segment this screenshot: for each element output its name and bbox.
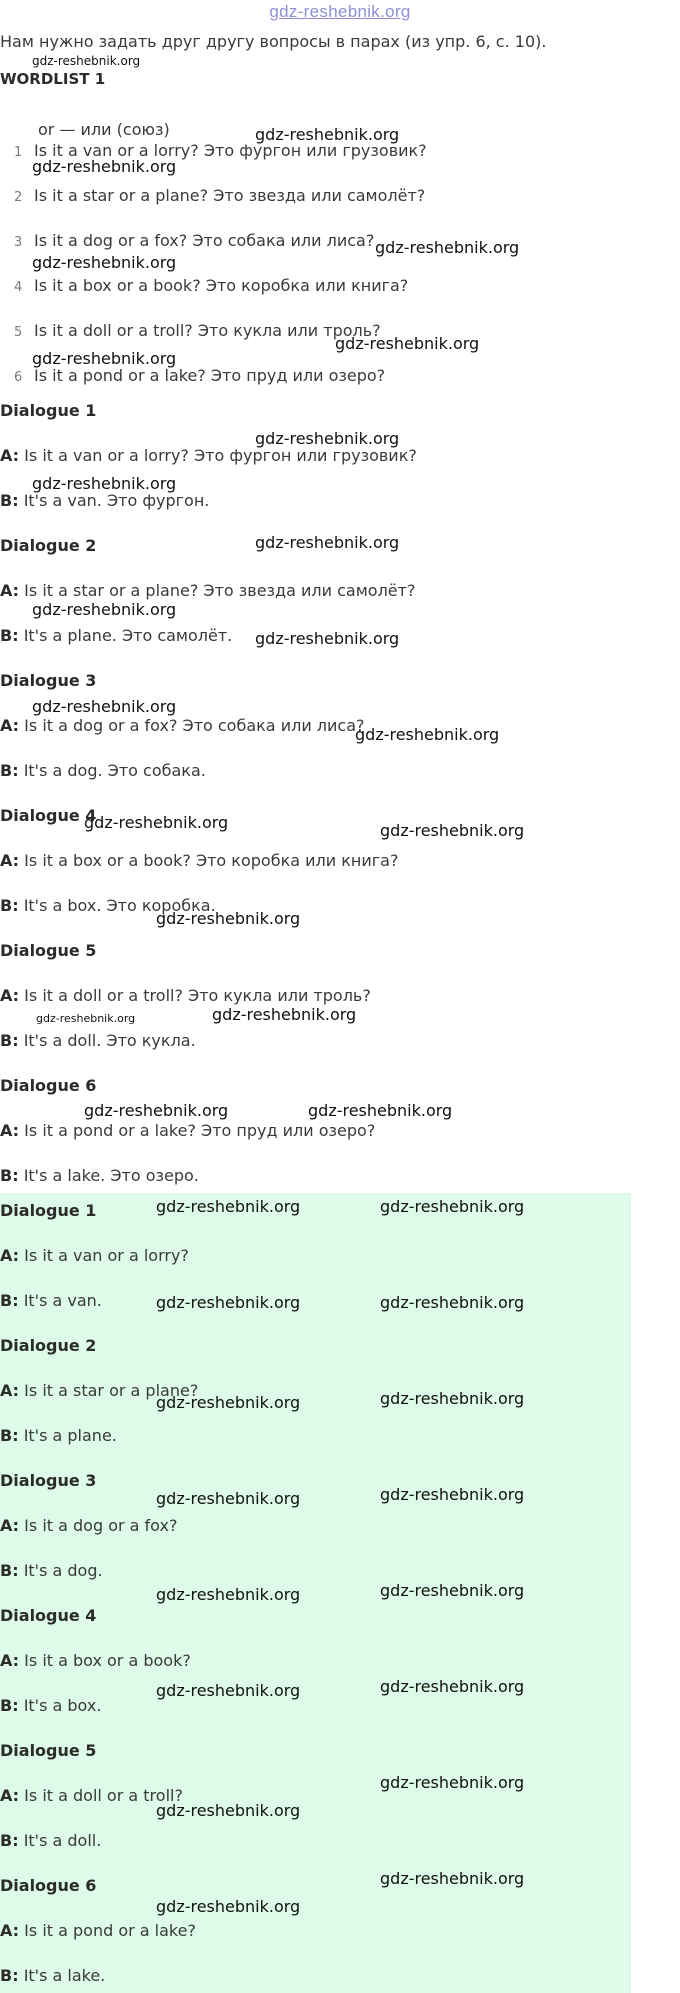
speaker-label: A:: [0, 1651, 20, 1670]
dialogue-line-b: [0, 1426, 117, 1445]
speaker-label: A:: [0, 1381, 20, 1400]
dialogue-text: Is it a pond or a lake? Это пруд или озеро?: [24, 1121, 376, 1140]
dialogue-line-b: [0, 491, 209, 510]
dialogue-text: Is it a van or a lorry? Это фургон или грузовик?: [24, 446, 417, 465]
watermark: gdz-reshebnik.org: [355, 725, 500, 744]
dialogue-text: Is it a dog or a fox? Это собака или лиса?: [24, 716, 365, 735]
dialogue-title: Dialogue 1: [0, 401, 97, 420]
watermark: gdz-reshebnik.org: [380, 821, 525, 840]
dialogue-line-a: [0, 716, 365, 735]
dialogue-text: It's a dog. Это собака.: [23, 761, 206, 780]
dialogue-text: It's a lake.: [23, 1966, 106, 1985]
dialogue-text: It's a doll.: [23, 1831, 102, 1850]
dialogue-title: Dialogue 6: [0, 1876, 97, 1895]
dialogue-text: Is it a dog or a fox?: [24, 1516, 178, 1535]
speaker-label: B:: [0, 896, 19, 915]
dialogue-text: It's a van. Это фургон.: [23, 491, 210, 510]
dialogue-line-a: [0, 986, 371, 1005]
watermark: gdz-reshebnik.org: [156, 909, 301, 928]
dialogue-text: It's a box. Это коробка.: [23, 896, 216, 915]
dialogue-line-a: [0, 1246, 189, 1265]
dialogue-line-b: [0, 626, 232, 645]
watermark: gdz-reshebnik.org: [156, 1197, 301, 1216]
dialogue-line-b: [0, 1831, 101, 1850]
speaker-label: B:: [0, 1696, 19, 1715]
answer-panel: [0, 1193, 631, 1993]
watermark: gdz-reshebnik.org: [380, 1581, 525, 1600]
watermark: gdz-reshebnik.org: [32, 253, 177, 272]
dialogue-line-b: [0, 1696, 101, 1715]
wordlist-item-text: Is it a dog or a fox? Это собака или лиса?: [34, 231, 375, 250]
watermark: gdz-reshebnik.org: [380, 1197, 525, 1216]
dialogue-line-b: [0, 761, 206, 780]
dialogue-text: Is it a star or a plane? Это звезда или самолёт?: [24, 581, 416, 600]
wordlist-item-text: Is it a van or a lorry? Это фургон или грузовик?: [34, 141, 427, 160]
watermark: gdz-reshebnik.org: [156, 1293, 301, 1312]
speaker-label: B:: [0, 1166, 19, 1185]
speaker-label: A:: [0, 1786, 20, 1805]
speaker-label: A:: [0, 716, 20, 735]
dialogue-line-b: [0, 1966, 105, 1985]
watermark: gdz-reshebnik.org: [84, 813, 229, 832]
speaker-label: A:: [0, 986, 20, 1005]
speaker-label: B:: [0, 626, 19, 645]
speaker-label: A:: [0, 1246, 20, 1265]
watermark: gdz-reshebnik.org: [255, 429, 400, 448]
watermark: gdz-reshebnik.org: [32, 474, 177, 493]
dialogue-text: Is it a pond or a lake?: [24, 1921, 196, 1940]
watermark: gdz-reshebnik.org: [380, 1773, 525, 1792]
dialogue-text: It's a lake. Это озеро.: [23, 1166, 199, 1185]
wordlist-item-text: Is it a doll or a troll? Это кукла или троль?: [34, 321, 381, 340]
watermark: gdz-reshebnik.org: [375, 238, 520, 257]
site-title-link[interactable]: gdz-reshebnik.org: [269, 2, 411, 21]
dialogue-text: It's a dog.: [23, 1561, 103, 1580]
dialogue-title: Dialogue 1: [0, 1201, 97, 1220]
speaker-label: B:: [0, 1031, 19, 1050]
speaker-label: B:: [0, 1426, 19, 1445]
dialogue-line-a: [0, 1516, 177, 1535]
dialogue-text: Is it a doll or a troll?: [24, 1786, 183, 1805]
watermark: gdz-reshebnik.org: [32, 600, 177, 619]
speaker-label: B:: [0, 1561, 19, 1580]
wordlist-item-text: Is it a box or a book? Это коробка или книга?: [34, 276, 409, 295]
dialogue-title: Dialogue 5: [0, 1741, 97, 1760]
speaker-label: A:: [0, 581, 20, 600]
speaker-label: A:: [0, 1921, 20, 1940]
dialogue-text: It's a doll. Это кукла.: [23, 1031, 196, 1050]
speaker-label: B:: [0, 1291, 19, 1310]
watermark: gdz-reshebnik.org: [308, 1101, 453, 1120]
wordlist-item-text: Is it a star or a plane? Это звезда или самолёт?: [34, 186, 426, 205]
speaker-label: B:: [0, 491, 19, 510]
dialogue-text: Is it a doll or a troll? Это кукла или троль?: [24, 986, 371, 1005]
speaker-label: A:: [0, 446, 20, 465]
dialogue-title: Dialogue 3: [0, 1471, 97, 1490]
speaker-label: A:: [0, 1121, 20, 1140]
dialogue-title: Dialogue 2: [0, 536, 97, 555]
speaker-label: B:: [0, 1831, 19, 1850]
dialogue-text: It's a plane. Это самолёт.: [23, 626, 233, 645]
wordlist-item: [14, 186, 425, 205]
wordlist-item: [14, 276, 408, 295]
dialogue-line-a: [0, 1921, 196, 1940]
watermark: gdz-reshebnik.org: [32, 157, 177, 176]
watermark: gdz-reshebnik.org: [156, 1801, 301, 1820]
dialogue-title: Dialogue 5: [0, 941, 97, 960]
watermark: gdz-reshebnik.org: [380, 1389, 525, 1408]
watermark: gdz-reshebnik.org: [32, 697, 177, 716]
wordlist-cut-line: or — или (союз): [38, 120, 170, 139]
wordlist-item: [14, 321, 381, 340]
wordlist-item: [14, 231, 374, 250]
speaker-label: A:: [0, 1516, 20, 1535]
dialogue-text: Is it a box or a book?: [24, 1651, 191, 1670]
watermark: gdz-reshebnik.org: [84, 1101, 229, 1120]
dialogue-text: It's a box.: [23, 1696, 102, 1715]
dialogue-line-b: [0, 1031, 196, 1050]
watermark: gdz-reshebnik.org: [156, 1585, 301, 1604]
dialogue-line-b: [0, 1166, 199, 1185]
watermark: gdz-reshebnik.org: [36, 1012, 136, 1025]
watermark: gdz-reshebnik.org: [156, 1393, 301, 1412]
dialogue-line-b: [0, 1561, 103, 1580]
dialogue-text: Is it a star or a plane?: [24, 1381, 199, 1400]
wordlist-item-number: 1: [14, 145, 23, 160]
dialogue-line-b: [0, 1291, 102, 1310]
watermark: gdz-reshebnik.org: [335, 334, 480, 353]
dialogue-text: Is it a box or a book? Это коробка или книга?: [24, 851, 399, 870]
watermark: gdz-reshebnik.org: [156, 1897, 301, 1916]
dialogue-title: Dialogue 4: [0, 806, 97, 825]
wordlist-item-number: 4: [14, 280, 23, 295]
dialogue-line-a: [0, 446, 417, 465]
dialogue-text: It's a van.: [23, 1291, 102, 1310]
wordlist-item-number: 3: [14, 235, 23, 250]
dialogue-title: Dialogue 3: [0, 671, 97, 690]
watermark: gdz-reshebnik.org: [255, 533, 400, 552]
watermark: gdz-reshebnik.org: [32, 349, 177, 368]
watermark: gdz-reshebnik.org: [380, 1293, 525, 1312]
dialogue-line-a: [0, 581, 415, 600]
watermark: gdz-reshebnik.org: [156, 1489, 301, 1508]
speaker-label: B:: [0, 1966, 19, 1985]
dialogue-line-a: [0, 851, 398, 870]
watermark: gdz-reshebnik.org: [255, 125, 400, 144]
wordlist-item-number: 2: [14, 190, 23, 205]
dialogue-line-a: [0, 1121, 375, 1140]
watermark: gdz-reshebnik.org: [212, 1005, 357, 1024]
watermark: gdz-reshebnik.org: [32, 54, 141, 68]
wordlist-item-text: Is it a pond or a lake? Это пруд или озеро?: [34, 366, 386, 385]
dialogue-title: Dialogue 2: [0, 1336, 97, 1355]
watermark: gdz-reshebnik.org: [380, 1677, 525, 1696]
dialogue-line-a: [0, 1651, 191, 1670]
wordlist-title: WORDLIST 1: [0, 70, 106, 88]
dialogue-text: It's a plane.: [23, 1426, 117, 1445]
wordlist-item-number: 5: [14, 325, 23, 340]
speaker-label: A:: [0, 851, 20, 870]
speaker-label: B:: [0, 761, 19, 780]
watermark: gdz-reshebnik.org: [380, 1485, 525, 1504]
dialogue-text: Is it a van or a lorry?: [24, 1246, 189, 1265]
intro-text: Нам нужно задать друг другу вопросы в парах (из упр. 6, с. 10).: [0, 32, 547, 51]
wordlist-item: [14, 366, 385, 385]
dialogue-title: Dialogue 6: [0, 1076, 97, 1095]
watermark: gdz-reshebnik.org: [380, 1869, 525, 1888]
dialogue-title: Dialogue 4: [0, 1606, 97, 1625]
watermark: gdz-reshebnik.org: [255, 629, 400, 648]
wordlist-item-number: 6: [14, 370, 23, 385]
watermark: gdz-reshebnik.org: [156, 1681, 301, 1700]
